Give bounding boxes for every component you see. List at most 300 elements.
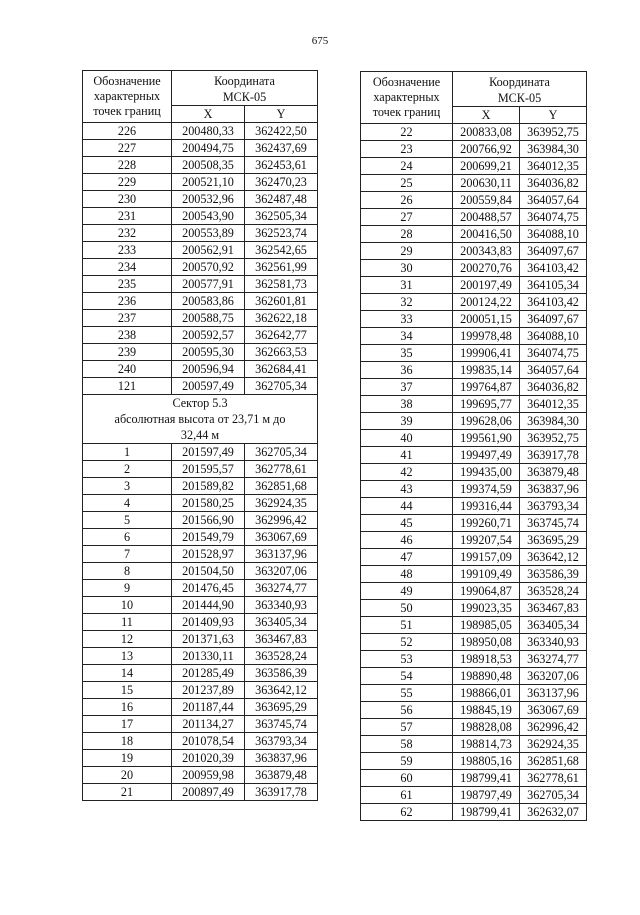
point-number-cell: 33 <box>361 311 453 328</box>
y-coordinate-cell: 364103,42 <box>520 260 587 277</box>
y-coordinate-cell: 362632,07 <box>520 804 587 821</box>
point-number-cell: 121 <box>83 378 172 395</box>
x-coordinate-cell: 199316,44 <box>453 498 520 515</box>
y-coordinate-cell: 363405,34 <box>520 617 587 634</box>
x-coordinate-cell: 201597,49 <box>172 444 245 461</box>
table-row <box>83 767 318 784</box>
table-row <box>83 208 318 225</box>
table-row <box>83 461 318 478</box>
y-coordinate-cell: 363467,83 <box>245 631 318 648</box>
y-coordinate-cell: 363879,48 <box>245 767 318 784</box>
designation-header-line: характерных <box>373 90 440 104</box>
y-coordinate-cell: 363207,06 <box>245 563 318 580</box>
table-row <box>83 242 318 259</box>
x-coordinate-cell: 199497,49 <box>453 447 520 464</box>
left-table-header <box>83 71 318 123</box>
point-number-cell: 233 <box>83 242 172 259</box>
x-coordinate-cell: 199435,00 <box>453 464 520 481</box>
point-number-cell: 49 <box>361 583 453 600</box>
x-coordinate-cell: 199978,48 <box>453 328 520 345</box>
table-row <box>361 634 587 651</box>
coordinate-system-header: МСК-05 <box>172 89 318 106</box>
table-row <box>361 753 587 770</box>
y-coordinate-cell: 362705,34 <box>520 787 587 804</box>
x-coordinate-cell: 200480,33 <box>172 123 245 140</box>
x-coordinate-cell: 200488,57 <box>453 209 520 226</box>
x-coordinate-cell: 200833,08 <box>453 124 520 141</box>
x-coordinate-cell: 200532,96 <box>172 191 245 208</box>
y-coordinate-cell: 363274,77 <box>520 651 587 668</box>
table-row <box>83 327 318 344</box>
point-number-cell: 36 <box>361 362 453 379</box>
table-row <box>361 243 587 260</box>
x-coordinate-cell: 200416,50 <box>453 226 520 243</box>
table-row <box>361 549 587 566</box>
y-coordinate-cell: 363837,96 <box>245 750 318 767</box>
y-coordinate-cell: 363340,93 <box>245 597 318 614</box>
y-coordinate-cell: 363879,48 <box>520 464 587 481</box>
table-row <box>83 191 318 208</box>
point-number-cell: 1 <box>83 444 172 461</box>
table-row <box>361 226 587 243</box>
point-number-cell: 232 <box>83 225 172 242</box>
point-number-cell: 24 <box>361 158 453 175</box>
table-row <box>361 787 587 804</box>
y-coordinate-cell: 363745,74 <box>245 716 318 733</box>
table-row <box>361 328 587 345</box>
y-coordinate-cell: 362996,42 <box>245 512 318 529</box>
point-number-cell: 45 <box>361 515 453 532</box>
table-row <box>83 648 318 665</box>
table-row <box>83 378 318 395</box>
y-coordinate-cell: 363207,06 <box>520 668 587 685</box>
y-coordinate-cell: 363642,12 <box>520 549 587 566</box>
y-coordinate-cell: 364012,35 <box>520 158 587 175</box>
y-coordinate-cell: 362470,23 <box>245 174 318 191</box>
y-coordinate-cell: 362663,53 <box>245 344 318 361</box>
y-coordinate-cell: 363793,34 <box>245 733 318 750</box>
page-number: 675 <box>311 35 329 47</box>
y-coordinate-cell: 363467,83 <box>520 600 587 617</box>
point-number-cell: 238 <box>83 327 172 344</box>
sector-caption <box>83 395 318 444</box>
point-number-cell: 51 <box>361 617 453 634</box>
point-number-cell: 17 <box>83 716 172 733</box>
table-row <box>83 784 318 801</box>
x-coordinate-cell: 199109,49 <box>453 566 520 583</box>
point-number-cell: 35 <box>361 345 453 362</box>
x-coordinate-cell: 199835,14 <box>453 362 520 379</box>
table-row <box>83 750 318 767</box>
x-coordinate-cell: 201237,89 <box>172 682 245 699</box>
y-coordinate-cell: 363528,24 <box>245 648 318 665</box>
y-coordinate-cell: 363745,74 <box>520 515 587 532</box>
y-coordinate-cell: 362851,68 <box>520 753 587 770</box>
x-coordinate-cell: 199023,35 <box>453 600 520 617</box>
x-coordinate-cell: 200588,75 <box>172 310 245 327</box>
table-row <box>361 379 587 396</box>
designation-header-line: Обозначение <box>93 74 161 88</box>
table-row <box>361 481 587 498</box>
y-column-header: Y <box>520 107 587 124</box>
point-number-cell: 229 <box>83 174 172 191</box>
y-coordinate-cell: 363528,24 <box>520 583 587 600</box>
point-number-cell: 53 <box>361 651 453 668</box>
point-number-cell: 26 <box>361 192 453 209</box>
point-number-cell: 55 <box>361 685 453 702</box>
table-row <box>361 192 587 209</box>
table-row <box>361 141 587 158</box>
table-row <box>83 495 318 512</box>
y-coordinate-cell: 364036,82 <box>520 175 587 192</box>
y-coordinate-cell: 363695,29 <box>520 532 587 549</box>
y-coordinate-cell: 362542,65 <box>245 242 318 259</box>
x-coordinate-cell: 199695,77 <box>453 396 520 413</box>
x-coordinate-cell: 201549,79 <box>172 529 245 546</box>
y-coordinate-cell: 362684,41 <box>245 361 318 378</box>
y-coordinate-cell: 363952,75 <box>520 430 587 447</box>
table-row <box>361 447 587 464</box>
point-number-cell: 5 <box>83 512 172 529</box>
y-coordinate-cell: 364097,67 <box>520 311 587 328</box>
y-coordinate-cell: 362851,68 <box>245 478 318 495</box>
table-row <box>83 665 318 682</box>
x-coordinate-cell: 200592,57 <box>172 327 245 344</box>
x-coordinate-cell: 200699,21 <box>453 158 520 175</box>
x-coordinate-cell: 201589,82 <box>172 478 245 495</box>
x-coordinate-cell: 201187,44 <box>172 699 245 716</box>
point-number-cell: 54 <box>361 668 453 685</box>
y-coordinate-cell: 364105,34 <box>520 277 587 294</box>
x-coordinate-cell: 200543,90 <box>172 208 245 225</box>
point-number-cell: 61 <box>361 787 453 804</box>
y-coordinate-cell: 362778,61 <box>245 461 318 478</box>
point-number-cell: 4 <box>83 495 172 512</box>
y-coordinate-cell: 363984,30 <box>520 413 587 430</box>
point-number-cell: 15 <box>83 682 172 699</box>
table-row <box>83 157 318 174</box>
table-row <box>361 311 587 328</box>
point-number-cell: 8 <box>83 563 172 580</box>
y-coordinate-cell: 363274,77 <box>245 580 318 597</box>
sector-altitude-line: 32,44 м <box>180 428 220 442</box>
point-number-cell: 37 <box>361 379 453 396</box>
point-number-cell: 18 <box>83 733 172 750</box>
point-number-cell: 38 <box>361 396 453 413</box>
point-number-cell: 46 <box>361 532 453 549</box>
y-coordinate-cell: 364097,67 <box>520 243 587 260</box>
point-number-cell: 41 <box>361 447 453 464</box>
x-coordinate-cell: 199260,71 <box>453 515 520 532</box>
x-coordinate-cell: 200597,49 <box>172 378 245 395</box>
point-number-cell: 48 <box>361 566 453 583</box>
right-table-header <box>361 72 587 124</box>
x-coordinate-cell: 201078,54 <box>172 733 245 750</box>
coordinate-system-header: МСК-05 <box>453 90 587 107</box>
table-row <box>83 478 318 495</box>
point-number-cell: 56 <box>361 702 453 719</box>
y-coordinate-cell: 363642,12 <box>245 682 318 699</box>
x-coordinate-cell: 199374,59 <box>453 481 520 498</box>
x-coordinate-cell: 198797,49 <box>453 787 520 804</box>
point-number-cell: 59 <box>361 753 453 770</box>
x-coordinate-cell: 199157,09 <box>453 549 520 566</box>
point-number-cell: 19 <box>83 750 172 767</box>
point-number-cell: 31 <box>361 277 453 294</box>
y-coordinate-cell: 363695,29 <box>245 699 318 716</box>
y-coordinate-cell: 362705,34 <box>245 444 318 461</box>
x-coordinate-cell: 198845,19 <box>453 702 520 719</box>
table-row <box>361 362 587 379</box>
point-number-cell: 62 <box>361 804 453 821</box>
table-row <box>83 614 318 631</box>
x-coordinate-cell: 198985,05 <box>453 617 520 634</box>
table-row <box>361 277 587 294</box>
table-row <box>361 464 587 481</box>
point-number-cell: 227 <box>83 140 172 157</box>
table-row <box>361 617 587 634</box>
y-coordinate-cell: 362622,18 <box>245 310 318 327</box>
table-row <box>83 733 318 750</box>
x-coordinate-cell: 200630,11 <box>453 175 520 192</box>
table-row <box>83 259 318 276</box>
y-coordinate-cell: 363067,69 <box>520 702 587 719</box>
point-number-cell: 44 <box>361 498 453 515</box>
table-row <box>83 716 318 733</box>
left-table-body-bottom <box>83 444 318 801</box>
point-number-cell: 42 <box>361 464 453 481</box>
table-row <box>361 260 587 277</box>
designation-header <box>83 71 172 123</box>
point-number-cell: 13 <box>83 648 172 665</box>
table-row <box>83 310 318 327</box>
point-number-cell: 40 <box>361 430 453 447</box>
point-number-cell: 32 <box>361 294 453 311</box>
y-coordinate-cell: 362422,50 <box>245 123 318 140</box>
table-row <box>361 600 587 617</box>
y-coordinate-cell: 364074,75 <box>520 345 587 362</box>
x-coordinate-cell: 199561,90 <box>453 430 520 447</box>
y-coordinate-cell: 362601,81 <box>245 293 318 310</box>
x-coordinate-cell: 200562,91 <box>172 242 245 259</box>
point-number-cell: 27 <box>361 209 453 226</box>
y-coordinate-cell: 362581,73 <box>245 276 318 293</box>
table-row <box>361 651 587 668</box>
y-coordinate-cell: 362924,35 <box>245 495 318 512</box>
point-number-cell: 47 <box>361 549 453 566</box>
point-number-cell: 230 <box>83 191 172 208</box>
table-row <box>83 276 318 293</box>
y-coordinate-cell: 362778,61 <box>520 770 587 787</box>
point-number-cell: 39 <box>361 413 453 430</box>
point-number-cell: 9 <box>83 580 172 597</box>
table-row <box>83 512 318 529</box>
y-coordinate-cell: 364074,75 <box>520 209 587 226</box>
y-coordinate-cell: 363586,39 <box>245 665 318 682</box>
point-number-cell: 235 <box>83 276 172 293</box>
point-number-cell: 28 <box>361 226 453 243</box>
y-coordinate-cell: 363586,39 <box>520 566 587 583</box>
table-row <box>361 158 587 175</box>
point-number-cell: 14 <box>83 665 172 682</box>
left-table-body-top <box>83 123 318 395</box>
x-coordinate-cell: 198918,53 <box>453 651 520 668</box>
x-coordinate-cell: 198805,16 <box>453 753 520 770</box>
designation-header-line: точек границ <box>93 104 161 118</box>
point-number-cell: 16 <box>83 699 172 716</box>
x-coordinate-cell: 200521,10 <box>172 174 245 191</box>
y-coordinate-cell: 363405,34 <box>245 614 318 631</box>
table-row <box>361 804 587 821</box>
x-coordinate-cell: 200596,94 <box>172 361 245 378</box>
x-coordinate-cell: 201371,63 <box>172 631 245 648</box>
y-coordinate-cell: 364036,82 <box>520 379 587 396</box>
point-number-cell: 29 <box>361 243 453 260</box>
point-number-cell: 226 <box>83 123 172 140</box>
y-coordinate-cell: 364103,42 <box>520 294 587 311</box>
x-coordinate-cell: 200553,89 <box>172 225 245 242</box>
table-row <box>83 563 318 580</box>
table-row <box>83 580 318 597</box>
table-row <box>361 566 587 583</box>
point-number-cell: 57 <box>361 719 453 736</box>
right-table-body <box>361 124 587 821</box>
y-coordinate-cell: 362996,42 <box>520 719 587 736</box>
y-coordinate-cell: 362561,99 <box>245 259 318 276</box>
x-coordinate-cell: 200051,15 <box>453 311 520 328</box>
y-coordinate-cell: 364057,64 <box>520 362 587 379</box>
x-coordinate-cell: 199628,06 <box>453 413 520 430</box>
table-row <box>361 736 587 753</box>
sector-row <box>83 395 318 444</box>
point-number-cell: 228 <box>83 157 172 174</box>
x-coordinate-cell: 199207,54 <box>453 532 520 549</box>
point-number-cell: 3 <box>83 478 172 495</box>
table-row <box>361 124 587 141</box>
x-column-header: X <box>453 107 520 124</box>
point-number-cell: 10 <box>83 597 172 614</box>
y-coordinate-cell: 363837,96 <box>520 481 587 498</box>
x-coordinate-cell: 201409,93 <box>172 614 245 631</box>
table-row <box>361 396 587 413</box>
point-number-cell: 25 <box>361 175 453 192</box>
x-coordinate-cell: 200570,92 <box>172 259 245 276</box>
point-number-cell: 7 <box>83 546 172 563</box>
y-coordinate-cell: 364088,10 <box>520 328 587 345</box>
table-row <box>83 444 318 461</box>
left-coordinates-table <box>82 70 318 801</box>
x-column-header: X <box>172 106 245 123</box>
table-row <box>83 123 318 140</box>
right-coordinates-table <box>360 71 587 821</box>
table-row <box>361 498 587 515</box>
designation-header <box>361 72 453 124</box>
x-coordinate-cell: 201476,45 <box>172 580 245 597</box>
point-number-cell: 237 <box>83 310 172 327</box>
designation-header-line: точек границ <box>372 105 441 119</box>
x-coordinate-cell: 200343,83 <box>453 243 520 260</box>
table-row <box>83 293 318 310</box>
x-coordinate-cell: 200197,49 <box>453 277 520 294</box>
table-row <box>83 361 318 378</box>
table-row <box>83 699 318 716</box>
x-coordinate-cell: 201504,50 <box>172 563 245 580</box>
y-coordinate-cell: 363137,96 <box>520 685 587 702</box>
x-coordinate-cell: 198814,73 <box>453 736 520 753</box>
table-row <box>83 140 318 157</box>
point-number-cell: 21 <box>83 784 172 801</box>
point-number-cell: 231 <box>83 208 172 225</box>
table-row <box>83 631 318 648</box>
table-row <box>361 583 587 600</box>
x-coordinate-cell: 201528,97 <box>172 546 245 563</box>
coordinate-header: Координата <box>172 71 318 90</box>
x-coordinate-cell: 201020,39 <box>172 750 245 767</box>
point-number-cell: 22 <box>361 124 453 141</box>
sector-block <box>83 395 318 444</box>
x-coordinate-cell: 200595,30 <box>172 344 245 361</box>
point-number-cell: 60 <box>361 770 453 787</box>
y-coordinate-cell: 364057,64 <box>520 192 587 209</box>
y-coordinate-cell: 363917,78 <box>520 447 587 464</box>
point-number-cell: 20 <box>83 767 172 784</box>
y-coordinate-cell: 363917,78 <box>245 784 318 801</box>
x-coordinate-cell: 200583,86 <box>172 293 245 310</box>
coordinate-header: Координата <box>453 72 587 91</box>
table-row <box>361 515 587 532</box>
point-number-cell: 12 <box>83 631 172 648</box>
x-coordinate-cell: 199906,41 <box>453 345 520 362</box>
table-row <box>361 702 587 719</box>
designation-header-line: характерных <box>93 89 161 103</box>
x-coordinate-cell: 200494,75 <box>172 140 245 157</box>
y-coordinate-cell: 362505,34 <box>245 208 318 225</box>
table-row <box>361 175 587 192</box>
y-coordinate-cell: 362705,34 <box>245 378 318 395</box>
point-number-cell: 30 <box>361 260 453 277</box>
point-number-cell: 236 <box>83 293 172 310</box>
x-coordinate-cell: 199064,87 <box>453 583 520 600</box>
x-coordinate-cell: 198866,01 <box>453 685 520 702</box>
point-number-cell: 34 <box>361 328 453 345</box>
table-row <box>361 413 587 430</box>
x-coordinate-cell: 201580,25 <box>172 495 245 512</box>
x-coordinate-cell: 200124,22 <box>453 294 520 311</box>
table-row <box>83 597 318 614</box>
x-coordinate-cell: 201330,11 <box>172 648 245 665</box>
table-row <box>361 770 587 787</box>
x-coordinate-cell: 200897,49 <box>172 784 245 801</box>
y-coordinate-cell: 363793,34 <box>520 498 587 515</box>
y-coordinate-cell: 362487,48 <box>245 191 318 208</box>
y-coordinate-cell: 363067,69 <box>245 529 318 546</box>
point-number-cell: 6 <box>83 529 172 546</box>
table-row <box>361 345 587 362</box>
x-coordinate-cell: 200577,91 <box>172 276 245 293</box>
x-coordinate-cell: 201444,90 <box>172 597 245 614</box>
x-coordinate-cell: 201566,90 <box>172 512 245 529</box>
x-coordinate-cell: 198799,41 <box>453 770 520 787</box>
point-number-cell: 234 <box>83 259 172 276</box>
x-coordinate-cell: 198890,48 <box>453 668 520 685</box>
point-number-cell: 43 <box>361 481 453 498</box>
table-row <box>83 344 318 361</box>
designation-header-line: Обозначение <box>372 75 441 89</box>
y-coordinate-cell: 363137,96 <box>245 546 318 563</box>
x-coordinate-cell: 198950,08 <box>453 634 520 651</box>
table-row <box>361 430 587 447</box>
x-coordinate-cell: 199764,87 <box>453 379 520 396</box>
